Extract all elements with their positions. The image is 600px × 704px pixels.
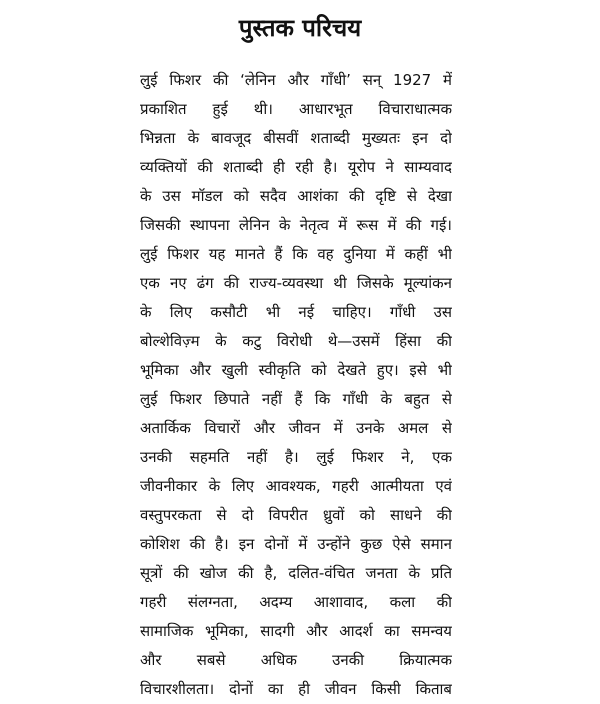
text-line: भूमिका और खुली स्वीकृति को देखते हुए। इसे भी	[140, 361, 452, 379]
text-line: गहरी संलग्नता, अदम्य आशावाद, कला की	[140, 593, 452, 611]
text-line: के लिए कसौटी भी नई चाहिए। गाँधी उस	[140, 303, 452, 321]
text-line: और सबसे अधिक उनकी क्रियात्मक	[140, 651, 452, 669]
text-line: उनकी सहमति नहीं है। लुई फिशर ने, एक	[140, 448, 452, 466]
text-line: विचारशीलता। दोनों का ही जीवन किसी किताब	[140, 680, 452, 698]
text-line: सूत्रों की खोज की है, दलित-वंचित जनता के प्रति	[140, 564, 452, 582]
text-line: भिन्नता के बावजूद बीसवीं शताब्दी मुख्यतः इन दो	[140, 129, 452, 147]
text-line: अतार्किक विचारों और जीवन में उनके अमल से	[140, 419, 452, 437]
page-title: पुस्तक परिचय	[238, 14, 362, 42]
text-line: के उस मॉडल को सदैव आशंका की दृष्टि से देखा	[140, 187, 452, 205]
text-line: लुई फिशर की ‘लेनिन और गाँधी’ सन् 1927 में	[140, 71, 452, 89]
text-line: लुई फिशर छिपाते नहीं हैं कि गाँधी के बहुत से	[140, 390, 452, 408]
text-line: वस्तुपरकता से दो विपरीत ध्रुवों को साधने की	[140, 506, 452, 524]
text-line: सामाजिक भूमिका, सादगी और आदर्श का समन्वय	[140, 622, 452, 640]
text-line: लुई फिशर यह मानते हैं कि वह दुनिया में कहीं भी	[140, 245, 452, 263]
text-line: प्रकाशित हुई थी। आधारभूत विचाराधात्मक	[140, 100, 452, 118]
text-line: जिसकी स्थापना लेनिन के नेतृत्व में रूस में की गई।	[140, 216, 452, 234]
text-line: बोल्शेविज़्म के कटु विरोधी थे—उसमें हिंसा की	[140, 332, 452, 350]
text-line: जीवनीकार के लिए आवश्यक, गहरी आत्मीयता एवं	[140, 477, 452, 495]
text-line: व्यक्तियों की शताब्दी ही रही है। यूरोप ने साम्यवाद	[140, 158, 452, 176]
body-paragraph	[140, 66, 452, 704]
text-line: कोशिश की है। इन दोनों में उन्होंने कुछ ऐसे समान	[140, 535, 452, 553]
text-line: एक नए ढंग की राज्य-व्यवस्था थी जिसके मूल्यांकन	[140, 274, 452, 292]
